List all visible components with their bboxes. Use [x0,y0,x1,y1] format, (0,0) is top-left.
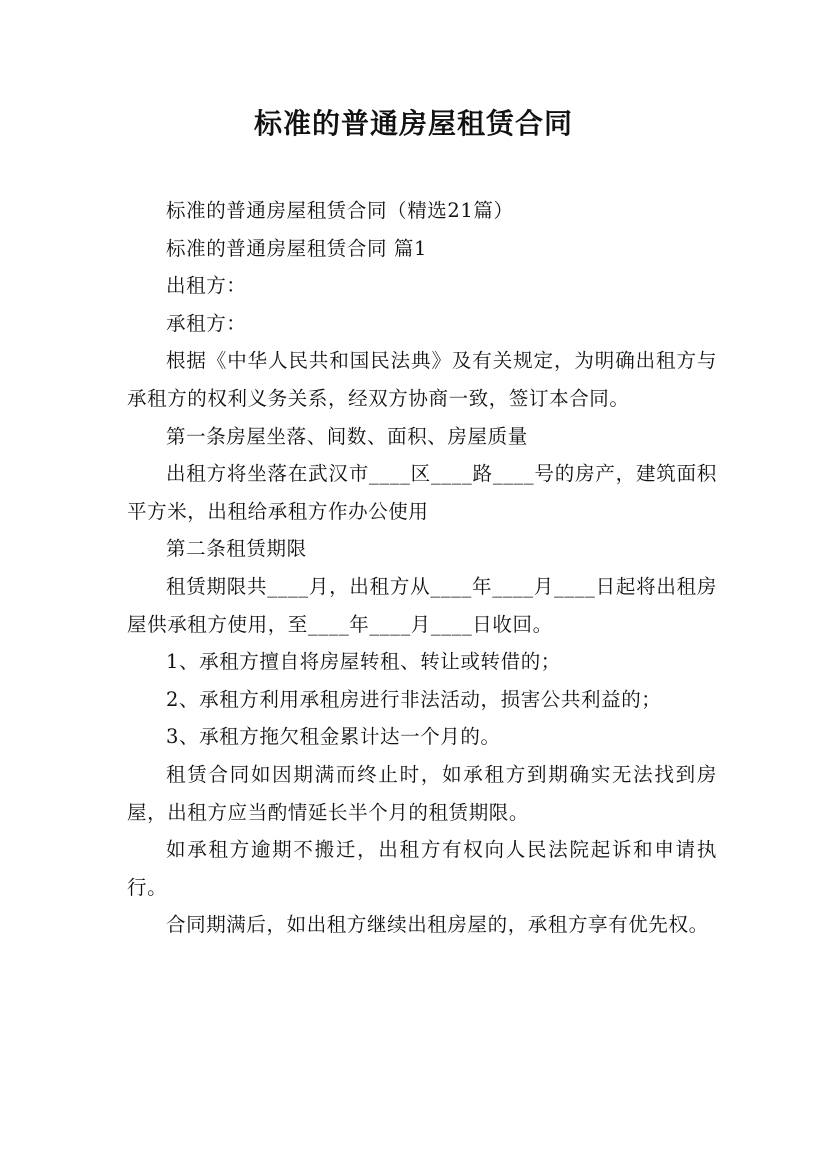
document-body [127,192,717,944]
paragraph-lessor: 出租方： [166,274,247,298]
paragraph-article-1-heading: 第一条房屋坐落、间数、面积、房屋质量 [166,424,528,448]
document-title: 标准的普通房屋租赁合同 [253,107,573,140]
paragraph-expiry-extension: 租赁合同如因期满而终止时，如承租方到期确实无法找到房屋，出租方应当酌情延长半个月的租赁期限。 [127,762,717,824]
paragraph-article-1-body: 出租方将坐落在武汉市____区____路____号的房产，建筑面积平方米，出租给承租方作办公使用 [127,462,717,523]
paragraph-overdue-eviction: 如承租方逾期不搬迁，出租方有权向人民法院起诉和申请执行。 [127,838,717,899]
paragraph-preamble: 根据《中华人民共和国民法典》及有关规定，为明确出租方与承租方的权利义务关系，经双方协商一致，签订本合同。 [127,349,717,410]
paragraph-article-2-heading: 第二条租赁期限 [166,537,307,561]
paragraph-subtitle: 标准的普通房屋租赁合同（精选21篇） [166,199,514,222]
paragraph-lessee: 承租方： [166,311,247,335]
paragraph-priority-right: 合同期满后，如出租方继续出租房屋的，承租方享有优先权。 [166,913,709,937]
paragraph-item-3: 3、承租方拖欠租金累计达一个月的。 [166,725,501,749]
paragraph-item-2: 2、承租方利用承租房进行非法活动，损害公共利益的； [166,687,662,711]
paragraph-section-heading: 标准的普通房屋租赁合同 篇1 [166,236,428,260]
paragraph-article-2-body: 租赁期限共____月，出租方从____年____月____日起将出租房屋供承租方使用，至____年____月____日收回。 [127,574,717,636]
paragraph-item-1: 1、承租方擅自将房屋转租、转让或转借的； [166,650,561,674]
